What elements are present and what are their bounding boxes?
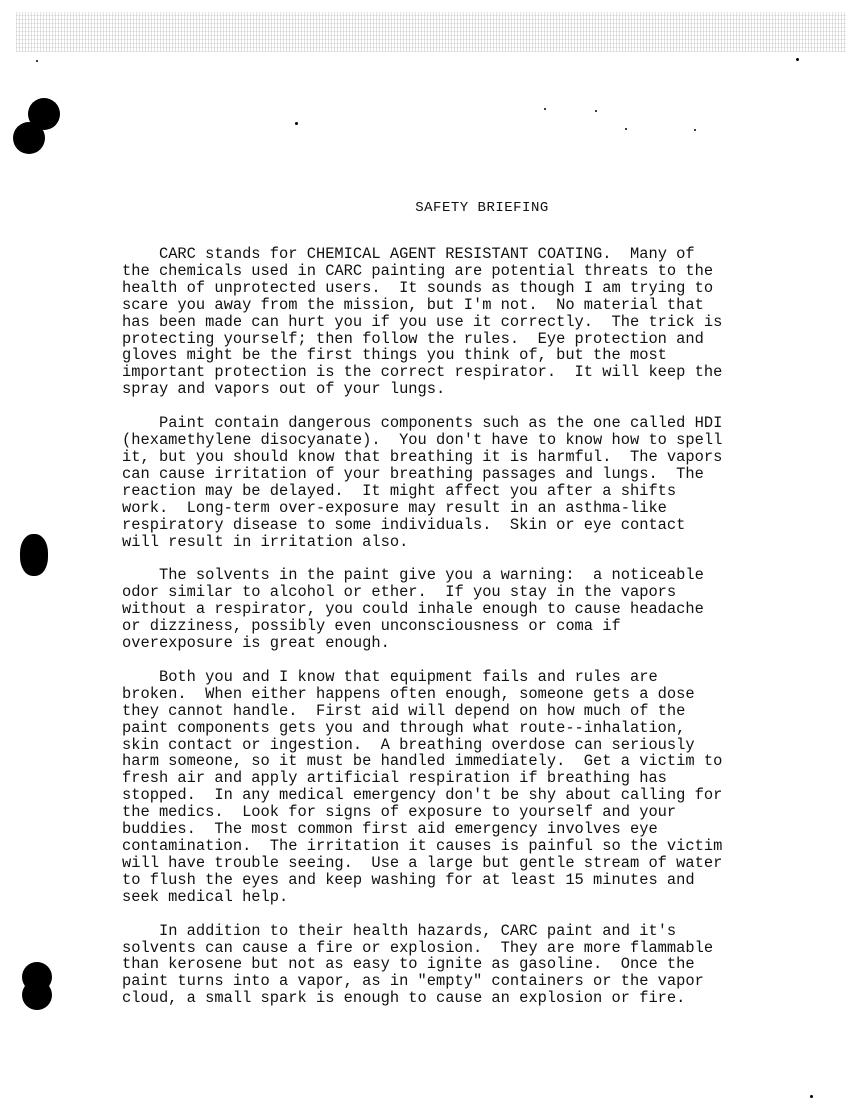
scan-speck [810,1095,813,1098]
paragraph: Both you and I know that equipment fails and rules are broken. When either happens often enough, someone gets a dose they cannot handle. First aid will depend on how much of the paint components gets you and through what route--inhalation, skin contact or ingestion. A breathing overdose can seriously harm someone, so it must be handled immediately. Get a victim to fresh air and apply artificial respiration if breathing has stopped. In any medical emergency don't be shy about calling for the medics. Look for signs of exposure to yourself and your buddies. The most common first aid emergency involves eye contamination. The irritation it causes is painful so the victim will have trouble seeing. Use a large but gentle stream of water to flush the eyes and keep washing for at least 15 minutes and seek medical help. [122,667,723,906]
scan-speck [694,129,696,131]
paragraph: The solvents in the paint give you a warning: a noticeable odor similar to alcohol or ether. If you stay in the vapors without a respirator, you could inhale enough to cause headache or dizziness, possibly even unconsciousness or coma if overexposure is great enough. [122,566,704,653]
paragraph: CARC stands for CHEMICAL AGENT RESISTANT COATING. Many of the chemicals used in CARC painting are potential threats to the health of unprotected users. It sounds as though I am trying to scare you away from the mission, but I'm not. No material that has been made can hurt you if you use it correctly. The trick is protecting yourself; then follow the rules. Eye protection and gloves might be the first things you think of, but the most important protection is the correct respirator. It will keep the spray and vapors out of your lungs. [122,245,723,399]
scan-noise-header [16,12,846,52]
scan-speck [544,108,546,110]
page-title: SAFETY BRIEFING [415,200,549,216]
scan-speck [796,58,799,61]
document-body [122,200,802,1024]
punch-hole [13,122,45,154]
punch-hole [20,534,48,576]
scan-speck [625,128,627,130]
paragraph: In addition to their health hazards, CARC paint and it's solvents can cause a fire or explosion. They are more flammable than kerosene but not as easy to ignite as gasoline. Once the paint turns into a vapor, as in "empty" containers or the vapor cloud, a small spark is enough to cause an explosion or fire. [122,921,714,1008]
scan-speck [36,60,38,62]
punch-hole [22,980,52,1010]
scan-speck [595,110,597,112]
paragraph: Paint contain dangerous components such as the one called HDI (hexamethylene disocyanate). You don't have to know how to spell it, but you should know that breathing it is harmful. The vapors can cause irritation of your breathing passages and lungs. The reaction may be delayed. It might affect you after a shifts work. Long-term over-exposure may result in an asthma-like respiratory disease to some individuals. Skin or eye contact will result in irritation also. [122,414,723,551]
scan-speck [295,122,298,125]
